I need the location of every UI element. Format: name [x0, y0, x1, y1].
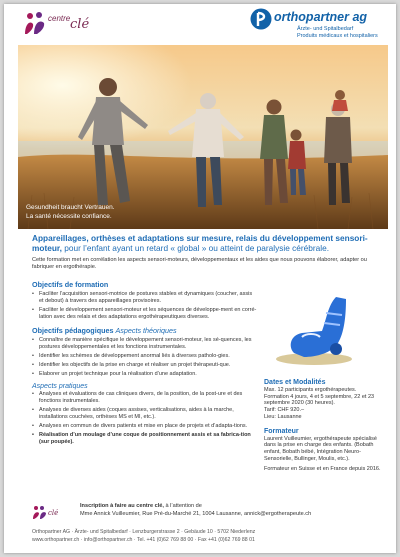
headline-bold: Appareillages, orthèses et adaptations sur mesure, relais du développement sensori-moteur, — [32, 233, 368, 253]
intro-text: Cette formation met en corrélation les aspects sensori-moteurs, développementaux et les aides que nous pouvons élaborer, adapter ou fabriquer en ergothérapie. — [32, 257, 367, 271]
orthopartner-name: orthopartner ag — [274, 10, 368, 24]
list-item-bold: • Réalisation d’un moulage d’une coque de positionnement assis et sa fabrica-tion (sur poupée). — [32, 432, 258, 445]
centre-cle-logo — [22, 10, 102, 38]
dates-title: Dates et Modalités — [264, 379, 326, 386]
list-item: • Identifier les schèmes de développement anormal liés à diverses patholo-gies. — [32, 353, 258, 360]
list-item: • Identifier les objectifs de la prise en charge et réaliser un projet thérapeuti-que. — [32, 362, 258, 369]
objectifs-formation-list — [32, 291, 258, 320]
signup-line1 — [80, 503, 202, 509]
centre-cle-small-logo-icon — [32, 504, 72, 520]
footer-address: Orthopartner AG · Ärzte- und Spitalbedarf · Lenzburgerstrasse 2 · Gebäude 10 · 5702 Niederlenz — [32, 529, 256, 535]
list-item: • Analyses de diverses aides (coques assises, verticalisations, aides à la marche, installations couchées, orthèses MS et MI, etc.). — [32, 407, 258, 420]
orthopartner-emblem-icon — [250, 8, 272, 30]
orthosis-photo — [266, 287, 356, 367]
dates-line: Formation 4 jours, 4 et 5 septembre, 22 et 23 septembre 2020 (30 heures). — [264, 393, 375, 407]
footer-contact: www.orthopartner.ch · info@orthopartner.ch · Tel. +41 (0)62 769 88 00 · Fax +41 (0)62 769 88 01 — [32, 537, 255, 543]
dates-line: Max. 12 participants ergothérapeutes. — [264, 387, 357, 393]
objectifs-pedagogiques-label: Objectifs pédagogiques — [32, 325, 114, 335]
list-item: • Elaborer un projet technique pour la réalisation d’une adaptation. — [32, 371, 258, 378]
hero-caption-fr: La santé nécessite confiance. — [26, 213, 112, 220]
hero-photo — [18, 45, 388, 229]
aspects-pratiques-list — [32, 391, 258, 445]
hero-caption-de: Gesundheit braucht Vertrauen. — [26, 204, 115, 211]
headline-normal: pour l’enfant ayant un retard « global » ou atteint de paralysie cérébrale. — [61, 243, 330, 253]
right-column — [264, 287, 384, 473]
aspects-theoriques-label: Aspects théoriques — [115, 325, 177, 335]
list-item: • Faciliter le développement sensori-moteur et les séquences de développe-ment en corré-lation avec des relais et des adaptations ergothérapeutiques diverses. — [32, 307, 258, 320]
dates-line: Lieu: Lausanne — [264, 413, 302, 420]
svg-text:clé: clé — [48, 509, 59, 517]
flyer-page — [4, 4, 396, 553]
list-item: • Analyses en commun de divers patients et mise en place de projets et d’adapta-tions. — [32, 423, 258, 430]
objectifs-pedagogiques-list — [32, 337, 258, 378]
list-item: • Faciliter l’acquisition sensori-motrice de postures stables et dynamiques (coucher, assis et debout) à travers des appareillages provisoires. — [32, 291, 258, 304]
signup-block — [32, 501, 382, 523]
signup-bold: Inscription à faire au centre clé, — [80, 503, 164, 509]
list-item: • Connaître de manière spécifique le développement sensori-moteur, les sé-quences, les postures développementales et les fonctions instrumentales. — [32, 337, 258, 350]
orthopartner-logo — [250, 6, 392, 40]
signup-address: Mme Annick Vuilleumier, Rue Pré-du-Marché 21, 1004 Lausanne, annick@ergotherapeute.ch — [80, 511, 312, 517]
aspects-pratiques-title: Aspects pratiques — [32, 383, 88, 391]
cc-logo-word1: centre — [48, 14, 71, 23]
signup-line1-rest: à l’attention de — [163, 503, 202, 509]
objectifs-formation-title: Objectifs de formation — [32, 280, 109, 289]
headline — [32, 233, 380, 253]
orthopartner-tagline-de: Ärzte- und Spitalbedarf — [297, 26, 354, 32]
list-item: • Analyses et évaluations de cas cliniques divers, de la position, de la post-ure et des fonctions instrumentales. — [32, 391, 258, 404]
centre-cle-emblem-icon — [22, 10, 48, 36]
objectifs-pedagogiques-title — [32, 326, 258, 335]
orthopartner-tagline-fr: Produits médicaux et hospitaliers — [297, 33, 378, 39]
cc-logo-word2: clé — [70, 17, 90, 32]
left-column — [32, 280, 258, 448]
formateur-text2: Formateur en Suisse et en France depuis 2016. — [264, 466, 381, 473]
formateur-text: Laurent Vuilleumier, ergothérapeute spécialisé dans la prise en charge des enfants. (Bobath enfant, Bobath bébé, Intégration Neuro-Sensorielle, Bullinger, Moulis, etc.). — [264, 435, 377, 462]
family-walking-illustration — [18, 45, 388, 229]
dates-line: Tarif: CHF 920.– — [264, 407, 305, 414]
formateur-title: Formateur — [264, 427, 299, 435]
